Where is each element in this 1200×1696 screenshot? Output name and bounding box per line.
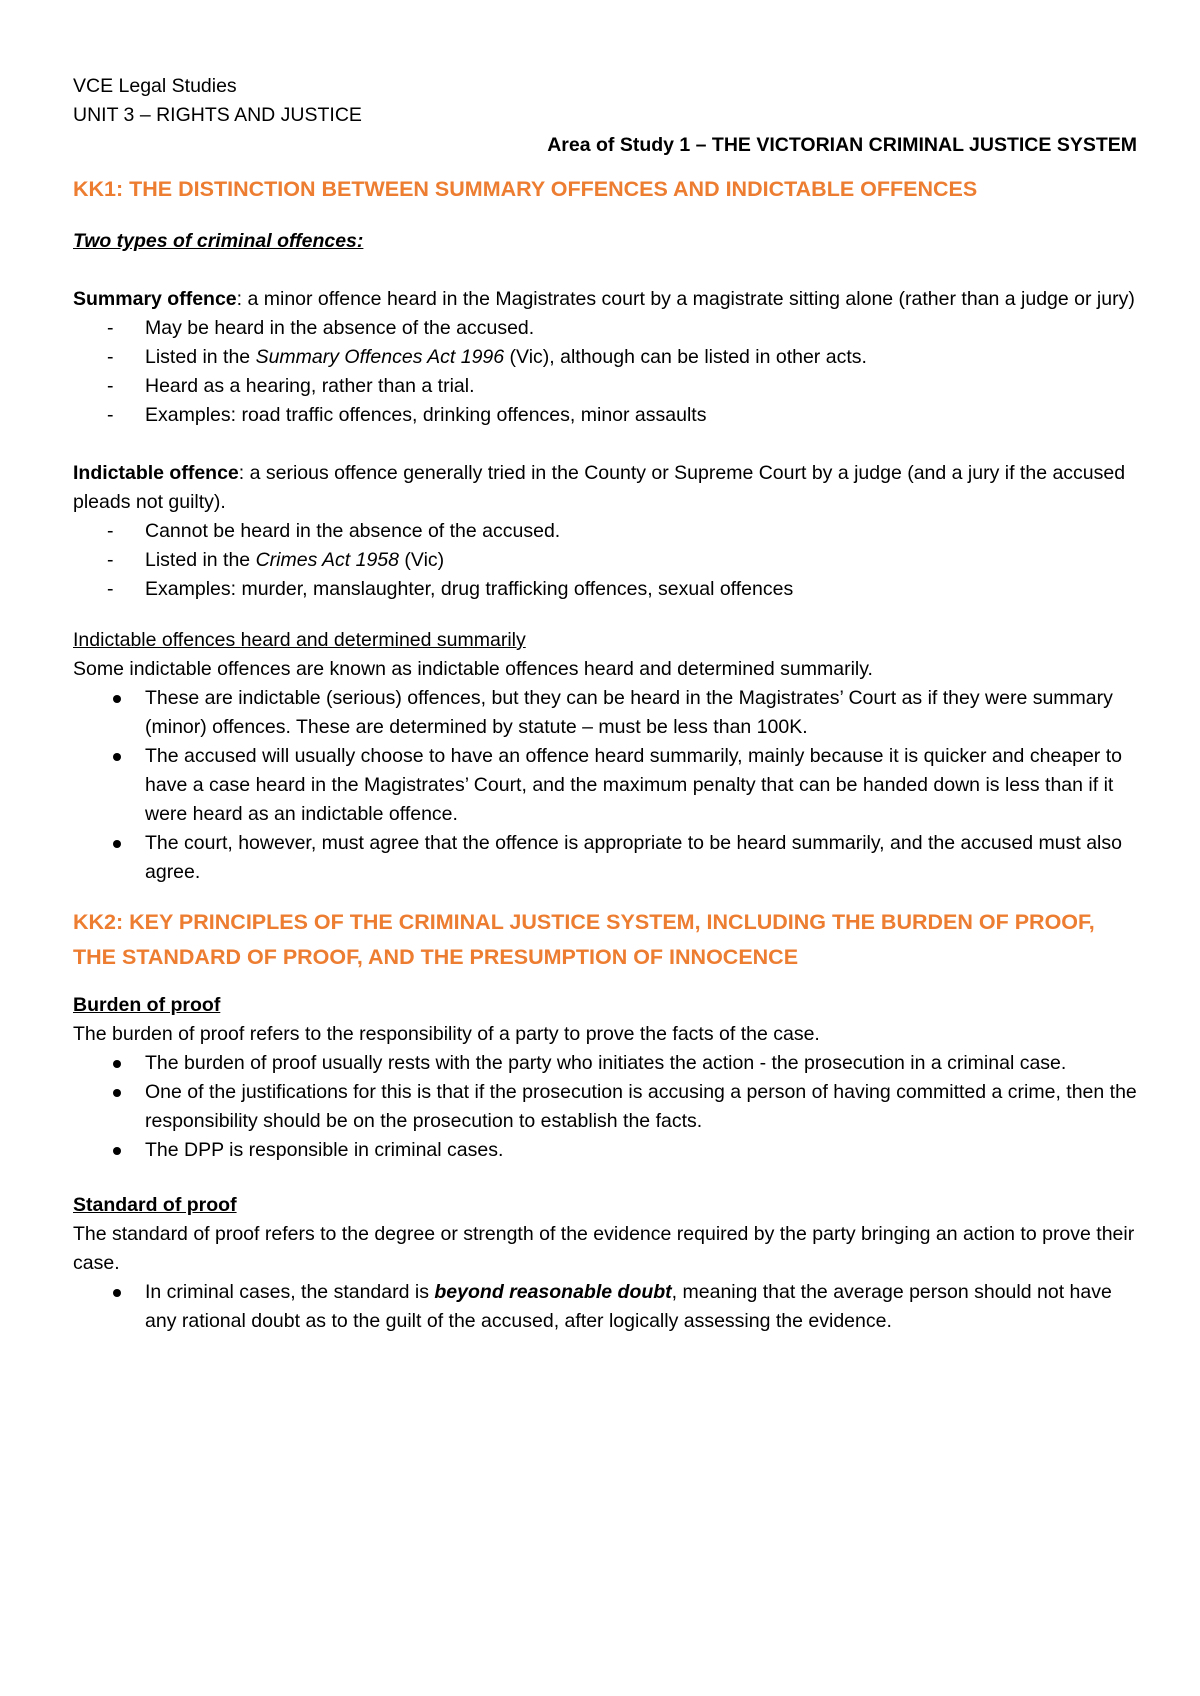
bullet-marker — [113, 753, 121, 761]
dash-marker: - — [107, 404, 114, 426]
summary-offence-definition — [73, 285, 1137, 314]
list-item — [73, 742, 1137, 829]
list-item-text: (Vic), although can be listed in other acts. — [504, 346, 867, 368]
list-item-text: The burden of proof usually rests with the party who initiates the action - the prosecution in a criminal case. — [145, 1052, 1067, 1074]
list-item — [73, 401, 1137, 430]
heard-summarily-list — [73, 684, 1137, 887]
summary-offence-term: Summary offence — [73, 288, 237, 310]
list-item — [73, 1136, 1137, 1165]
list-item — [73, 372, 1137, 401]
burden-of-proof-intro: The burden of proof refers to the responsibility of a party to prove the facts of the case. — [73, 1023, 820, 1045]
standard-of-proof-list — [73, 1278, 1137, 1336]
burden-of-proof-list — [73, 1049, 1137, 1165]
list-item-text: Heard as a hearing, rather than a trial. — [145, 375, 475, 397]
bullet-marker — [113, 1060, 121, 1068]
list-item — [73, 1049, 1137, 1078]
standard-of-proof-intro: The standard of proof refers to the degree or strength of the evidence required by the party bringing an action to prove their case. — [73, 1223, 1135, 1274]
area-of-study-line: Area of Study 1 – THE VICTORIAN CRIMINAL JUSTICE SYSTEM — [547, 134, 1137, 156]
bullet-marker — [113, 695, 121, 703]
act-title: Crimes Act 1958 — [255, 549, 399, 571]
bullet-marker — [113, 1089, 121, 1097]
bullet-marker — [113, 840, 121, 848]
list-item — [73, 314, 1137, 343]
summary-offence-text: : a minor offence heard in the Magistrates court by a magistrate sitting alone (rather than a judge or jury) — [236, 288, 1135, 310]
list-item — [73, 684, 1137, 742]
dash-marker: - — [107, 549, 114, 571]
summary-offence-list — [73, 314, 1137, 430]
act-title: Summary Offences Act 1996 — [255, 346, 505, 368]
unit-line: UNIT 3 – RIGHTS AND JUSTICE — [73, 104, 362, 126]
list-item — [73, 343, 1137, 372]
heard-summarily-title: Indictable offences heard and determined summarily — [73, 629, 526, 651]
indictable-offence-text: : a serious offence generally tried in the County or Supreme Court by a judge (and a jury if the accused pleads not guilty). — [73, 462, 1126, 513]
list-item — [73, 829, 1137, 887]
burden-of-proof-title: Burden of proof — [73, 994, 221, 1016]
kk1-subheading: Two types of criminal offences: — [73, 230, 364, 252]
list-item — [73, 1278, 1137, 1336]
kk1-heading: KK1: THE DISTINCTION BETWEEN SUMMARY OFFENCES AND INDICTABLE OFFENCES — [73, 177, 978, 201]
bullet-marker — [113, 1289, 121, 1297]
list-item-text: Listed in the — [145, 549, 256, 571]
dash-marker: - — [107, 578, 114, 600]
list-item-text: May be heard in the absence of the accused. — [145, 317, 535, 339]
standard-of-proof-title: Standard of proof — [73, 1194, 237, 1216]
list-item-text: Cannot be heard in the absence of the accused. — [145, 520, 561, 542]
dash-marker: - — [107, 317, 114, 339]
heard-summarily-intro: Some indictable offences are known as indictable offences heard and determined summarily. — [73, 658, 873, 680]
dash-marker: - — [107, 520, 114, 542]
list-item-text: Examples: murder, manslaughter, drug trafficking offences, sexual offences — [145, 578, 794, 600]
list-item-text: The court, however, must agree that the offence is appropriate to be heard summarily, and the accused must also agree. — [145, 832, 1122, 883]
list-item — [73, 575, 1137, 604]
list-item-text: Listed in the — [145, 346, 256, 368]
bullet-marker — [113, 1147, 121, 1155]
list-item — [73, 546, 1137, 575]
list-item-text: (Vic) — [399, 549, 445, 571]
indictable-offence-definition — [73, 459, 1137, 517]
indictable-offence-term: Indictable offence — [73, 462, 239, 484]
dash-marker: - — [107, 346, 114, 368]
subject-line: VCE Legal Studies — [73, 75, 237, 97]
list-item-text: Examples: road traffic offences, drinking offences, minor assaults — [145, 404, 707, 426]
list-item-text: One of the justifications for this is that if the prosecution is accusing a person of having committed a crime, then the responsibility should be on the prosecution to establish the facts. — [145, 1081, 1137, 1132]
list-item-text: In criminal cases, the standard is — [145, 1281, 435, 1303]
list-item-text: The accused will usually choose to have an offence heard summarily, mainly because it is quicker and cheaper to have a case heard in the Magistrates’ Court, and the maximum penalty that can be handed down is less than if it were heard as an indictable offence. — [145, 745, 1122, 825]
list-item-text: The DPP is responsible in criminal cases. — [145, 1139, 504, 1161]
document-page — [73, 72, 1137, 1336]
dash-marker: - — [107, 375, 114, 397]
list-item-text: These are indictable (serious) offences, but they can be heard in the Magistrates’ Court as if they were summary (minor) offences. These are determined by statute – must be less than 100K. — [145, 687, 1113, 738]
list-item-text: , meaning that the average person should not have any rational doubt as to the guilt of the accused, after logically assessing the evidence. — [145, 1281, 1112, 1332]
kk2-heading: KK2: KEY PRINCIPLES OF THE CRIMINAL JUSTICE SYSTEM, INCLUDING THE BURDEN OF PROOF, THE STANDARD OF PROOF, AND THE PRESUMPTION OF INNOCENCE — [73, 910, 1095, 969]
emphasis-text: beyond reasonable doubt — [434, 1281, 672, 1303]
list-item — [73, 1078, 1137, 1136]
indictable-offence-list — [73, 517, 1137, 604]
list-item — [73, 517, 1137, 546]
